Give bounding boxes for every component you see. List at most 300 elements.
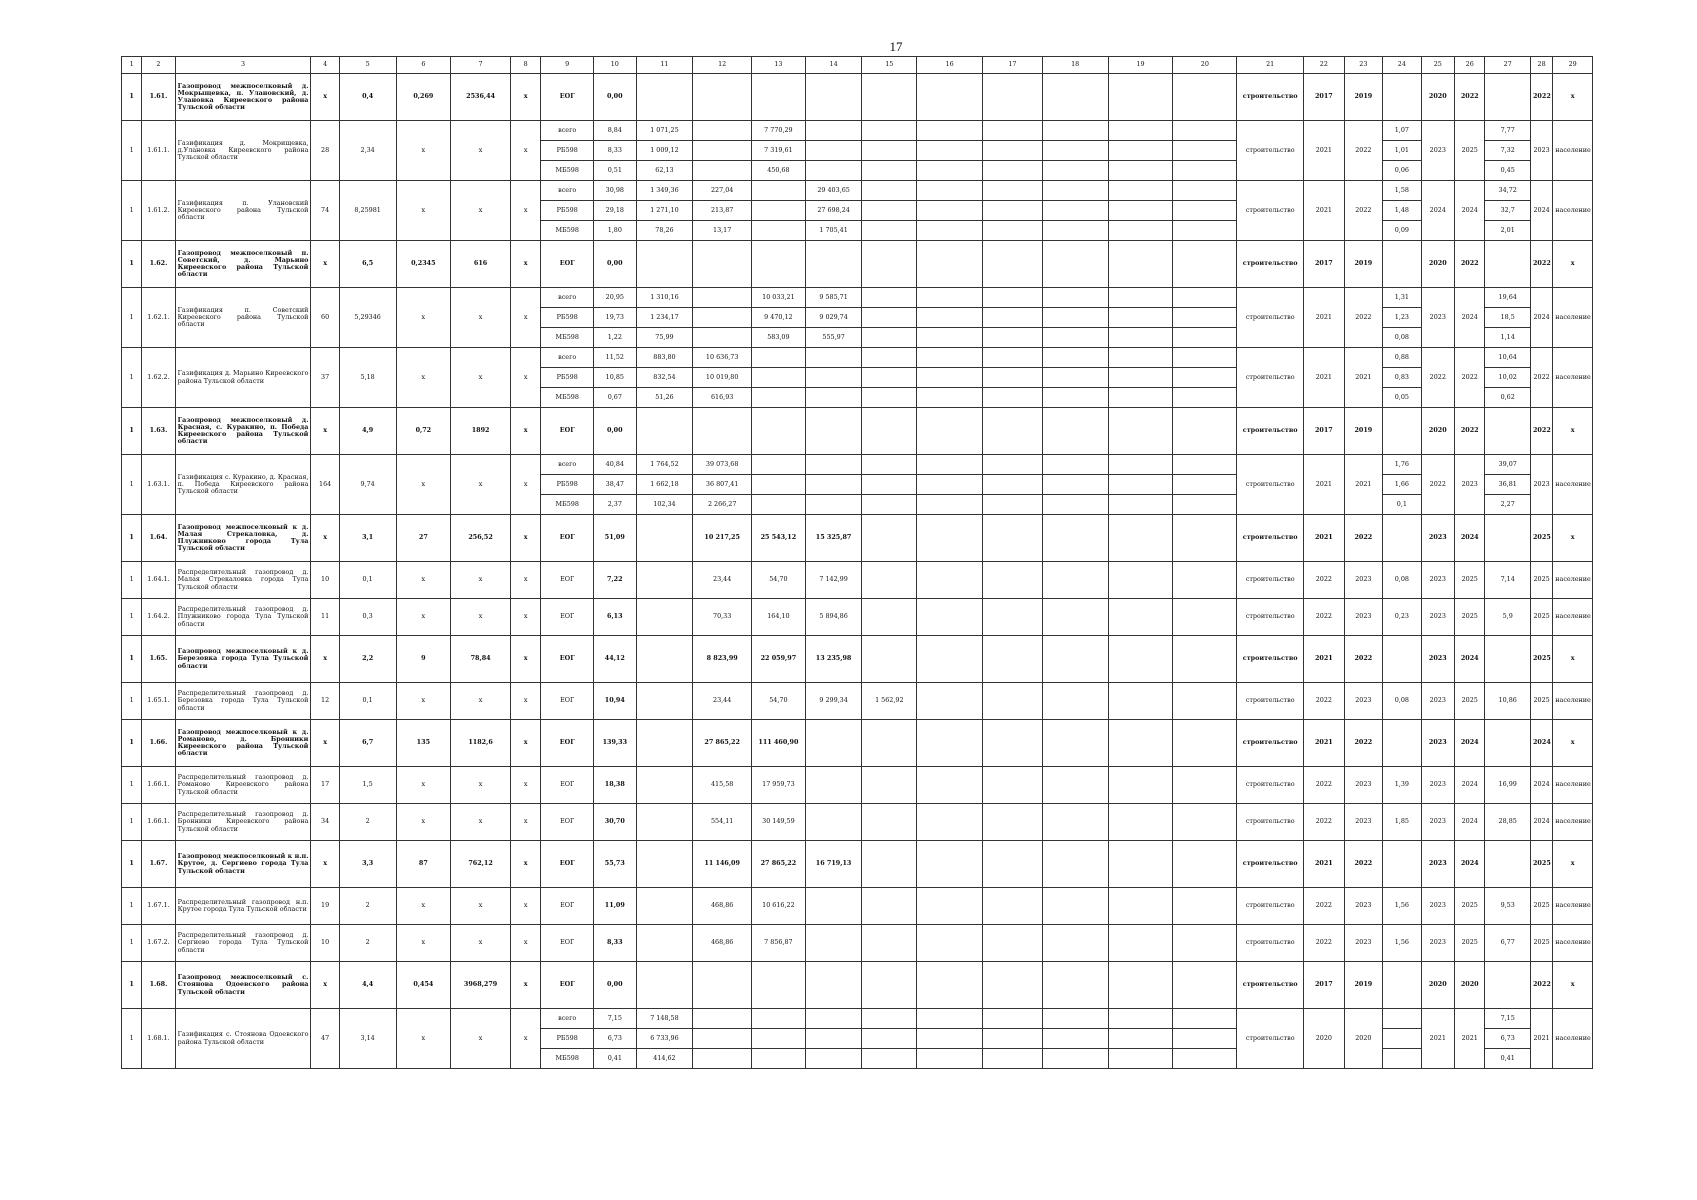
cell-col-3: Газификация д. Марьино Киреевского района Тульской области xyxy=(175,348,311,408)
cell-col-18 xyxy=(1042,636,1108,683)
cell-col-20 xyxy=(1173,455,1237,475)
cell-col-15 xyxy=(862,475,917,495)
cell-col-19 xyxy=(1108,720,1173,767)
cell-col-11: 1 764,52 xyxy=(636,455,693,475)
cell-col-18 xyxy=(1042,121,1108,141)
column-number-header-row xyxy=(122,57,1593,74)
cell-col-14 xyxy=(805,368,862,388)
cell-col-14 xyxy=(805,1029,862,1049)
cell-col-24: 0,83 xyxy=(1383,368,1421,388)
cell-col-27 xyxy=(1485,74,1531,121)
cell-col-20 xyxy=(1173,720,1237,767)
cell-col-17 xyxy=(983,495,1043,515)
cell-col-8: x xyxy=(510,515,540,562)
cell-col-5: 5,18 xyxy=(339,348,396,408)
cell-col-17 xyxy=(983,161,1043,181)
table-row-item xyxy=(122,599,1593,636)
cell-col-10: 8,33 xyxy=(594,141,637,161)
cell-col-12: 23,44 xyxy=(693,683,752,720)
cell-col-20 xyxy=(1173,1009,1237,1029)
cell-col-3: Газификация п. Советский Киреевского района Тульской области xyxy=(175,288,311,348)
cell-col-15 xyxy=(862,368,917,388)
cell-col-12 xyxy=(693,74,752,121)
cell-col-9: МБ598 xyxy=(541,1049,594,1069)
cell-col-14: 16 719,13 xyxy=(805,841,862,888)
cell-col-24: 1,66 xyxy=(1383,475,1421,495)
cell-col-27: 6,73 xyxy=(1485,1029,1531,1049)
cell-col-14 xyxy=(805,888,862,925)
column-header-19: 19 xyxy=(1108,57,1173,74)
cell-col-11 xyxy=(636,962,693,1009)
cell-col-4: x xyxy=(311,636,339,683)
cell-col-19 xyxy=(1108,562,1173,599)
cell-col-10: 51,09 xyxy=(594,515,637,562)
cell-col-12: 468,86 xyxy=(693,888,752,925)
cell-col-11 xyxy=(636,925,693,962)
cell-col-28: 2024 xyxy=(1530,720,1552,767)
cell-col-1: 1 xyxy=(122,181,142,241)
cell-col-12: 10 019,80 xyxy=(693,368,752,388)
cell-col-14: 9 029,74 xyxy=(805,308,862,328)
cell-col-9: всего xyxy=(541,121,594,141)
cell-col-15 xyxy=(862,408,917,455)
cell-col-23: 2022 xyxy=(1344,181,1382,241)
cell-col-20 xyxy=(1173,328,1237,348)
cell-col-16 xyxy=(917,408,983,455)
cell-col-22: 2021 xyxy=(1304,348,1345,408)
cell-col-17 xyxy=(983,475,1043,495)
cell-col-25: 2023 xyxy=(1421,121,1454,181)
cell-col-16 xyxy=(917,1009,983,1029)
cell-col-14: 7 142,99 xyxy=(805,562,862,599)
cell-col-16 xyxy=(917,288,983,308)
cell-col-24: 0,88 xyxy=(1383,348,1421,368)
cell-col-14 xyxy=(805,348,862,368)
cell-col-13: 111 460,90 xyxy=(752,720,806,767)
cell-col-19 xyxy=(1108,767,1173,804)
cell-col-8: x xyxy=(510,121,540,181)
cell-col-3: Распределительный газопровод д. Березовка города Тула Тульской области xyxy=(175,683,311,720)
cell-col-25: 2023 xyxy=(1421,636,1454,683)
cell-col-17 xyxy=(983,388,1043,408)
cell-col-17 xyxy=(983,683,1043,720)
cell-col-24 xyxy=(1383,962,1421,1009)
cell-col-24 xyxy=(1383,1029,1421,1049)
cell-col-18 xyxy=(1042,388,1108,408)
cell-col-27: 10,86 xyxy=(1485,683,1531,720)
cell-col-8: x xyxy=(510,888,540,925)
cell-col-16 xyxy=(917,1049,983,1069)
cell-col-13 xyxy=(752,241,806,288)
cell-col-24 xyxy=(1383,636,1421,683)
cell-col-25: 2024 xyxy=(1421,181,1454,241)
table-row-main xyxy=(122,408,1593,455)
cell-col-14 xyxy=(805,495,862,515)
cell-col-14 xyxy=(805,962,862,1009)
cell-col-21: строительство xyxy=(1237,1009,1304,1069)
cell-col-10: 0,67 xyxy=(594,388,637,408)
cell-col-23: 2019 xyxy=(1344,74,1382,121)
column-header-9: 9 xyxy=(541,57,594,74)
cell-col-15 xyxy=(862,201,917,221)
cell-col-27 xyxy=(1485,408,1531,455)
cell-col-27: 2,27 xyxy=(1485,495,1531,515)
cell-col-27 xyxy=(1485,241,1531,288)
cell-col-13: 22 059,97 xyxy=(752,636,806,683)
cell-col-11: 1 009,12 xyxy=(636,141,693,161)
cell-col-7: x xyxy=(451,348,511,408)
cell-col-7: x xyxy=(451,121,511,181)
cell-col-18 xyxy=(1042,221,1108,241)
cell-col-17 xyxy=(983,1029,1043,1049)
cell-col-9: ЕОГ xyxy=(541,599,594,636)
cell-col-17 xyxy=(983,141,1043,161)
cell-col-4: 60 xyxy=(311,288,339,348)
cell-col-11: 832,54 xyxy=(636,368,693,388)
cell-col-8: x xyxy=(510,841,540,888)
cell-col-19 xyxy=(1108,636,1173,683)
cell-col-15 xyxy=(862,1029,917,1049)
cell-col-4: x xyxy=(311,74,339,121)
cell-col-14: 5 894,86 xyxy=(805,599,862,636)
cell-col-4: 12 xyxy=(311,683,339,720)
cell-col-19 xyxy=(1108,348,1173,368)
cell-col-12: 10 217,25 xyxy=(693,515,752,562)
column-header-18: 18 xyxy=(1042,57,1108,74)
cell-col-29: x xyxy=(1553,841,1593,888)
cell-col-1: 1 xyxy=(122,348,142,408)
cell-col-14: 1 705,41 xyxy=(805,221,862,241)
cell-col-24: 1,56 xyxy=(1383,925,1421,962)
cell-col-26: 2022 xyxy=(1455,241,1485,288)
cell-col-15 xyxy=(862,804,917,841)
cell-col-19 xyxy=(1108,925,1173,962)
cell-col-13 xyxy=(752,74,806,121)
cell-col-2: 1.61. xyxy=(142,74,175,121)
cell-col-18 xyxy=(1042,1049,1108,1069)
cell-col-15 xyxy=(862,562,917,599)
cell-col-9: ЕОГ xyxy=(541,841,594,888)
cell-col-13 xyxy=(752,455,806,475)
cell-col-21: строительство xyxy=(1237,962,1304,1009)
table-row-main xyxy=(122,841,1593,888)
cell-col-9: ЕОГ xyxy=(541,767,594,804)
cell-col-18 xyxy=(1042,455,1108,475)
cell-col-23: 2019 xyxy=(1344,408,1382,455)
cell-col-19 xyxy=(1108,495,1173,515)
cell-col-25: 2021 xyxy=(1421,1009,1454,1069)
cell-col-15 xyxy=(862,841,917,888)
cell-col-24 xyxy=(1383,74,1421,121)
cell-col-9: всего xyxy=(541,181,594,201)
cell-col-8: x xyxy=(510,683,540,720)
cell-col-10: 30,70 xyxy=(594,804,637,841)
cell-col-29: x xyxy=(1553,962,1593,1009)
cell-col-17 xyxy=(983,636,1043,683)
cell-col-10: 18,38 xyxy=(594,767,637,804)
cell-col-26: 2020 xyxy=(1455,962,1485,1009)
cell-col-15 xyxy=(862,962,917,1009)
cell-col-12 xyxy=(693,121,752,141)
cell-col-5: 4,9 xyxy=(339,408,396,455)
cell-col-2: 1.67.1. xyxy=(142,888,175,925)
cell-col-17 xyxy=(983,925,1043,962)
cell-col-18 xyxy=(1042,495,1108,515)
cell-col-28: 2025 xyxy=(1530,562,1552,599)
cell-col-22: 2017 xyxy=(1304,962,1345,1009)
cell-col-9: ЕОГ xyxy=(541,720,594,767)
cell-col-13: 164,10 xyxy=(752,599,806,636)
cell-col-17 xyxy=(983,181,1043,201)
cell-col-25: 2023 xyxy=(1421,562,1454,599)
cell-col-11: 6 733,96 xyxy=(636,1029,693,1049)
cell-col-16 xyxy=(917,562,983,599)
cell-col-16 xyxy=(917,308,983,328)
cell-col-28: 2025 xyxy=(1530,515,1552,562)
cell-col-23: 2023 xyxy=(1344,767,1382,804)
cell-col-13: 7 770,29 xyxy=(752,121,806,141)
cell-col-8: x xyxy=(510,455,540,515)
cell-col-14: 29 403,65 xyxy=(805,181,862,201)
cell-col-24 xyxy=(1383,1009,1421,1029)
cell-col-10: 6,73 xyxy=(594,1029,637,1049)
cell-col-26: 2022 xyxy=(1455,408,1485,455)
cell-col-16 xyxy=(917,841,983,888)
column-header-16: 16 xyxy=(917,57,983,74)
cell-col-13: 450,68 xyxy=(752,161,806,181)
cell-col-17 xyxy=(983,1009,1043,1029)
cell-col-22: 2017 xyxy=(1304,408,1345,455)
cell-col-15 xyxy=(862,515,917,562)
cell-col-11 xyxy=(636,636,693,683)
cell-col-1: 1 xyxy=(122,962,142,1009)
cell-col-27: 2,01 xyxy=(1485,221,1531,241)
cell-col-24: 1,23 xyxy=(1383,308,1421,328)
cell-col-17 xyxy=(983,562,1043,599)
cell-col-28: 2024 xyxy=(1530,767,1552,804)
cell-col-24: 1,07 xyxy=(1383,121,1421,141)
cell-col-19 xyxy=(1108,201,1173,221)
cell-col-4: 19 xyxy=(311,888,339,925)
cell-col-2: 1.65. xyxy=(142,636,175,683)
cell-col-19 xyxy=(1108,121,1173,141)
cell-col-19 xyxy=(1108,455,1173,475)
cell-col-9: всего xyxy=(541,455,594,475)
cell-col-1: 1 xyxy=(122,720,142,767)
cell-col-4: 28 xyxy=(311,121,339,181)
cell-col-18 xyxy=(1042,1029,1108,1049)
cell-col-13 xyxy=(752,221,806,241)
cell-col-3: Распределительный газопровод д. Сергиево города Тула Тульской области xyxy=(175,925,311,962)
cell-col-26: 2025 xyxy=(1455,121,1485,181)
cell-col-18 xyxy=(1042,348,1108,368)
cell-col-2: 1.63. xyxy=(142,408,175,455)
cell-col-3: Газопровод межпоселковый к д. Романово, д. Бронники Киреевского района Тульской области xyxy=(175,720,311,767)
cell-col-20 xyxy=(1173,121,1237,141)
cell-col-23: 2022 xyxy=(1344,515,1382,562)
cell-col-23: 2022 xyxy=(1344,720,1382,767)
cell-col-20 xyxy=(1173,804,1237,841)
cell-col-25: 2020 xyxy=(1421,74,1454,121)
column-header-27: 27 xyxy=(1485,57,1531,74)
cell-col-24: 1,58 xyxy=(1383,181,1421,201)
cell-col-18 xyxy=(1042,161,1108,181)
cell-col-13 xyxy=(752,408,806,455)
cell-col-20 xyxy=(1173,181,1237,201)
cell-col-20 xyxy=(1173,599,1237,636)
cell-col-21: строительство xyxy=(1237,515,1304,562)
cell-col-8: x xyxy=(510,562,540,599)
cell-col-21: строительство xyxy=(1237,241,1304,288)
cell-col-4: x xyxy=(311,720,339,767)
cell-col-9: ЕОГ xyxy=(541,74,594,121)
cell-col-5: 2 xyxy=(339,804,396,841)
column-header-14: 14 xyxy=(805,57,862,74)
cell-col-18 xyxy=(1042,181,1108,201)
cell-col-10: 139,33 xyxy=(594,720,637,767)
cell-col-19 xyxy=(1108,841,1173,888)
cell-col-29: население xyxy=(1553,181,1593,241)
cell-col-6: x xyxy=(396,804,451,841)
cell-col-11: 75,99 xyxy=(636,328,693,348)
column-header-7: 7 xyxy=(451,57,511,74)
cell-col-2: 1.63.1. xyxy=(142,455,175,515)
cell-col-4: x xyxy=(311,841,339,888)
cell-col-11: 51,26 xyxy=(636,388,693,408)
cell-col-28: 2022 xyxy=(1530,74,1552,121)
cell-col-28: 2024 xyxy=(1530,181,1552,241)
column-header-2: 2 xyxy=(142,57,175,74)
cell-col-17 xyxy=(983,201,1043,221)
cell-col-1: 1 xyxy=(122,636,142,683)
cell-col-20 xyxy=(1173,308,1237,328)
cell-col-5: 0,3 xyxy=(339,599,396,636)
cell-col-13 xyxy=(752,348,806,368)
cell-col-6: x xyxy=(396,121,451,181)
cell-col-10: 29,18 xyxy=(594,201,637,221)
cell-col-26: 2025 xyxy=(1455,683,1485,720)
table-body xyxy=(122,74,1593,1069)
cell-col-12 xyxy=(693,1009,752,1029)
table-row-main xyxy=(122,74,1593,121)
cell-col-22: 2021 xyxy=(1304,841,1345,888)
column-header-10: 10 xyxy=(594,57,637,74)
cell-col-16 xyxy=(917,962,983,1009)
cell-col-3: Распределительный газопровод д. Романово Киреевского района Тульской области xyxy=(175,767,311,804)
cell-col-13: 583,09 xyxy=(752,328,806,348)
cell-col-29: x xyxy=(1553,408,1593,455)
cell-col-8: x xyxy=(510,636,540,683)
cell-col-28: 2025 xyxy=(1530,841,1552,888)
cell-col-17 xyxy=(983,599,1043,636)
cell-col-13 xyxy=(752,495,806,515)
cell-col-23: 2023 xyxy=(1344,888,1382,925)
cell-col-20 xyxy=(1173,408,1237,455)
cell-col-12: 27 865,22 xyxy=(693,720,752,767)
cell-col-10: 30,98 xyxy=(594,181,637,201)
cell-col-9: ЕОГ xyxy=(541,804,594,841)
cell-col-9: РБ598 xyxy=(541,1029,594,1049)
cell-col-27: 7,15 xyxy=(1485,1009,1531,1029)
cell-col-26: 2025 xyxy=(1455,562,1485,599)
cell-col-15 xyxy=(862,328,917,348)
cell-col-1: 1 xyxy=(122,241,142,288)
cell-col-21: строительство xyxy=(1237,720,1304,767)
cell-col-12 xyxy=(693,141,752,161)
cell-col-14 xyxy=(805,241,862,288)
cell-col-14 xyxy=(805,720,862,767)
cell-col-26: 2022 xyxy=(1455,74,1485,121)
cell-col-18 xyxy=(1042,962,1108,1009)
cell-col-29: население xyxy=(1553,455,1593,515)
cell-col-18 xyxy=(1042,888,1108,925)
cell-col-9: ЕОГ xyxy=(541,408,594,455)
cell-col-17 xyxy=(983,1049,1043,1069)
table-row-main xyxy=(122,515,1593,562)
cell-col-13 xyxy=(752,1009,806,1029)
cell-col-22: 2022 xyxy=(1304,767,1345,804)
cell-col-20 xyxy=(1173,841,1237,888)
cell-col-18 xyxy=(1042,562,1108,599)
cell-col-9: всего xyxy=(541,288,594,308)
cell-col-6: x xyxy=(396,348,451,408)
cell-col-3: Распределительный газопровод д. Плужниково города Тула Тульской области xyxy=(175,599,311,636)
cell-col-1: 1 xyxy=(122,74,142,121)
cell-col-27: 5,9 xyxy=(1485,599,1531,636)
cell-col-10: 11,09 xyxy=(594,888,637,925)
cell-col-14 xyxy=(805,388,862,408)
cell-col-1: 1 xyxy=(122,767,142,804)
cell-col-17 xyxy=(983,804,1043,841)
cell-col-20 xyxy=(1173,475,1237,495)
column-header-1: 1 xyxy=(122,57,142,74)
column-header-12: 12 xyxy=(693,57,752,74)
cell-col-14 xyxy=(805,161,862,181)
cell-col-28: 2023 xyxy=(1530,455,1552,515)
cell-col-1: 1 xyxy=(122,683,142,720)
cell-col-16 xyxy=(917,388,983,408)
column-header-29: 29 xyxy=(1553,57,1593,74)
cell-col-24: 1,48 xyxy=(1383,201,1421,221)
cell-col-16 xyxy=(917,221,983,241)
cell-col-23: 2023 xyxy=(1344,599,1382,636)
column-header-4: 4 xyxy=(311,57,339,74)
cell-col-18 xyxy=(1042,804,1108,841)
cell-col-20 xyxy=(1173,288,1237,308)
cell-col-1: 1 xyxy=(122,1009,142,1069)
cell-col-3: Газификация п. Улановский Киреевского района Тульской области xyxy=(175,181,311,241)
cell-col-6: x xyxy=(396,925,451,962)
cell-col-3: Газопровод межпоселковый с. Стоянова Одоевского района Тульской области xyxy=(175,962,311,1009)
cell-col-12: 415,58 xyxy=(693,767,752,804)
cell-col-29: население xyxy=(1553,1009,1593,1069)
cell-col-1: 1 xyxy=(122,925,142,962)
cell-col-9: РБ598 xyxy=(541,141,594,161)
cell-col-26: 2024 xyxy=(1455,841,1485,888)
cell-col-2: 1.67. xyxy=(142,841,175,888)
cell-col-8: x xyxy=(510,720,540,767)
cell-col-1: 1 xyxy=(122,455,142,515)
cell-col-10: 7,15 xyxy=(594,1009,637,1029)
cell-col-12 xyxy=(693,328,752,348)
cell-col-1: 1 xyxy=(122,841,142,888)
cell-col-16 xyxy=(917,636,983,683)
cell-col-8: x xyxy=(510,962,540,1009)
cell-col-1: 1 xyxy=(122,599,142,636)
cell-col-22: 2017 xyxy=(1304,74,1345,121)
cell-col-8: x xyxy=(510,348,540,408)
cell-col-3: Газопровод межпоселковый к н.п. Крутое, д. Сергиево города Тула Тульской области xyxy=(175,841,311,888)
